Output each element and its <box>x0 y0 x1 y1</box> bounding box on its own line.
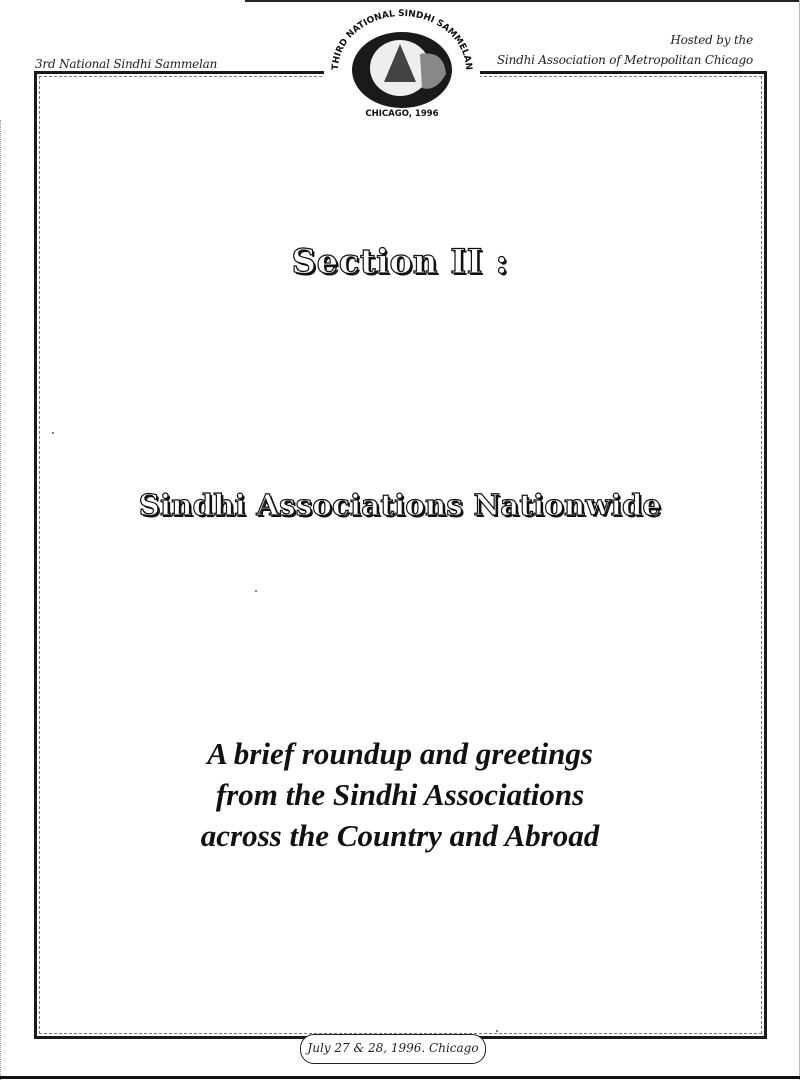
section-description <box>0 733 800 856</box>
scan-speck <box>255 590 257 592</box>
header-host-line2: Sindhi Association of Metropolitan Chicago <box>496 53 753 67</box>
top-scan-rule <box>245 0 800 2</box>
logo-bottom-text: CHICAGO, 1996 <box>365 109 439 119</box>
sammelan-logo <box>324 4 480 122</box>
svg-text:THIRD NATIONAL SINDHI SAMMELAN: THIRD NATIONAL SINDHI SAMMELAN <box>330 8 474 71</box>
header-host-line1: Hosted by the <box>670 33 753 47</box>
bottom-scan-rule <box>0 1076 800 1079</box>
description-line: from the Sindhi Associations <box>215 777 585 812</box>
header-event-title: 3rd National Sindhi Sammelan <box>35 57 218 71</box>
scan-speck <box>52 432 54 434</box>
header-host <box>497 30 753 70</box>
description-line: across the Country and Abroad <box>200 818 600 853</box>
footer-date-badge: July 27 & 28, 1996. Chicago <box>300 1034 486 1064</box>
page-border-inner <box>39 76 762 1034</box>
scan-speck <box>496 1030 498 1032</box>
sammelan-emblem-icon <box>324 4 480 122</box>
description-line: A brief roundup and greetings <box>207 736 593 771</box>
section-subtitle: Sindhi Associations Nationwide <box>138 488 662 522</box>
section-title: Section II : <box>291 242 509 282</box>
